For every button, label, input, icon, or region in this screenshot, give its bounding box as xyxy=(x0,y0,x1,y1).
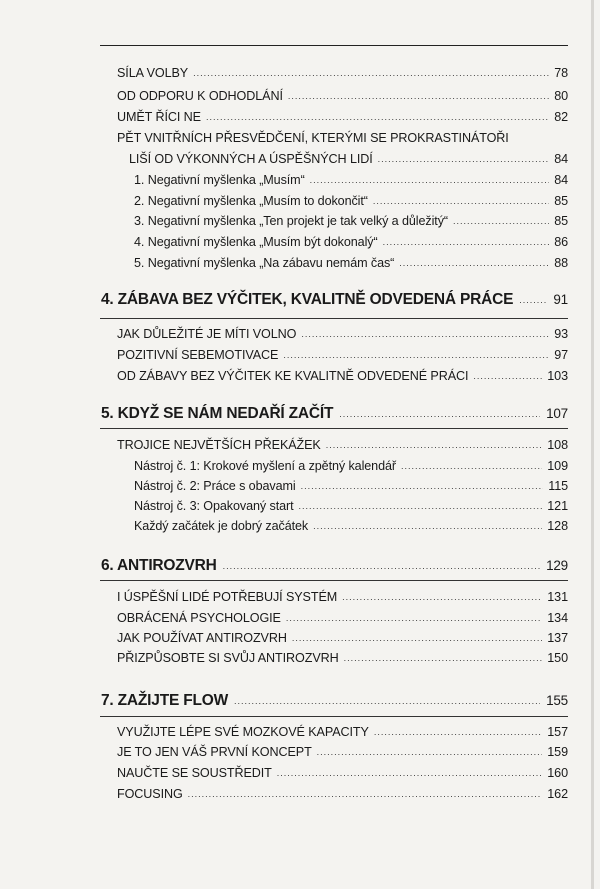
leader-dots xyxy=(453,216,549,226)
toc-entry[interactable] xyxy=(0,766,600,786)
leader-dots xyxy=(283,350,549,360)
toc-subentry[interactable] xyxy=(0,173,600,193)
toc-entry-title: I ÚSPĚŠNÍ LIDÉ POTŘEBUJÍ SYSTÉM xyxy=(117,590,338,604)
toc-entry-page: 82 xyxy=(554,110,568,124)
toc-entry-page: 162 xyxy=(547,787,568,801)
leader-dots xyxy=(344,653,543,663)
toc-entry-page: 88 xyxy=(554,256,568,270)
toc-subentry[interactable] xyxy=(0,459,600,479)
toc-entry-page: 86 xyxy=(554,235,568,249)
toc-subentry[interactable] xyxy=(0,499,600,519)
toc-entry[interactable] xyxy=(0,89,600,109)
toc-entry-heading[interactable] xyxy=(0,131,600,151)
chapter-heading[interactable] xyxy=(0,405,600,429)
chapter-title: 4. ZÁBAVA BEZ VÝČITEK, KVALITNĚ ODVEDENÁ PRÁCE xyxy=(101,291,514,308)
toc-entry-title: Nástroj č. 1: Krokové myšlení a zpětný kalendář xyxy=(134,459,396,473)
leader-dots xyxy=(473,371,542,381)
toc-entry-page: 137 xyxy=(547,631,568,645)
toc-entry-page: 84 xyxy=(554,173,568,187)
leader-dots xyxy=(299,501,543,511)
toc-entry-page: 109 xyxy=(547,459,568,473)
toc-entry-title: OD ODPORU K ODHODLÁNÍ xyxy=(117,89,283,103)
toc-entry-page: 157 xyxy=(547,725,568,739)
toc-entry[interactable] xyxy=(0,611,600,631)
toc-subentry[interactable] xyxy=(0,256,600,276)
leader-dots xyxy=(374,727,542,737)
toc-entry-title: Každý začátek je dobrý začátek xyxy=(134,519,309,533)
toc-entry-title: VYUŽIJTE LÉPE SVÉ MOZKOVÉ KAPACITY xyxy=(117,725,369,739)
chapter-rule xyxy=(100,428,568,429)
toc-entry-title: 1. Negativní myšlenka „Musím“ xyxy=(134,173,305,187)
toc-entry[interactable] xyxy=(0,369,600,389)
toc-entry-title: 5. Negativní myšlenka „Na zábavu nemám čas“ xyxy=(134,256,395,270)
toc-subentry[interactable] xyxy=(0,235,600,255)
toc-entry[interactable] xyxy=(0,152,600,172)
leader-dots xyxy=(193,68,549,78)
chapter-heading[interactable] xyxy=(0,557,600,581)
toc-entry[interactable] xyxy=(0,725,600,745)
toc-entry-page: 85 xyxy=(554,194,568,208)
toc-entry[interactable] xyxy=(0,110,600,130)
toc-entry-title: JAK DŮLEŽITÉ JE MÍTI VOLNO xyxy=(117,327,297,341)
leader-dots xyxy=(313,521,542,531)
chapter-page: 107 xyxy=(546,406,568,421)
leader-dots xyxy=(383,237,550,247)
leader-dots xyxy=(399,258,549,268)
chapter-page: 155 xyxy=(546,693,568,708)
leader-dots xyxy=(310,175,550,185)
toc-entry-page: 115 xyxy=(548,479,568,493)
chapter-page: 91 xyxy=(553,292,568,307)
leader-dots xyxy=(223,561,540,571)
leader-dots xyxy=(277,768,543,778)
toc-entry-title: 3. Negativní myšlenka „Ten projekt je tak velký a důležitý“ xyxy=(134,214,448,228)
toc-entry-page: 103 xyxy=(547,369,568,383)
chapter-heading[interactable] xyxy=(0,692,600,716)
top-rule xyxy=(100,45,568,46)
toc-entry-title: Nástroj č. 3: Opakovaný start xyxy=(134,499,294,513)
toc-entry-page: 121 xyxy=(547,499,568,513)
toc-subentry[interactable] xyxy=(0,519,600,539)
toc-entry-title: OD ZÁBAVY BEZ VÝČITEK KE KVALITNĚ ODVEDENÉ PRÁCI xyxy=(117,369,469,383)
toc-entry[interactable] xyxy=(0,66,600,86)
chapter-title: 5. KDYŽ SE NÁM NEDAŘÍ ZAČÍT xyxy=(101,405,334,422)
toc-entry[interactable] xyxy=(0,438,600,458)
toc-entry-title: 4. Negativní myšlenka „Musím být dokonalý“ xyxy=(134,235,378,249)
leader-dots xyxy=(234,696,540,706)
chapter-rule xyxy=(100,580,568,581)
chapter-heading[interactable] xyxy=(0,291,600,315)
leader-dots xyxy=(206,112,549,122)
leader-dots xyxy=(373,196,549,206)
toc-entry-page: 131 xyxy=(547,590,568,604)
leader-dots xyxy=(519,295,547,305)
leader-dots xyxy=(378,154,550,164)
chapter-page: 129 xyxy=(546,558,568,573)
toc-entry[interactable] xyxy=(0,327,600,347)
toc-entry-title: 2. Negativní myšlenka „Musím to dokončit“ xyxy=(134,194,368,208)
toc-entry-title: SÍLA VOLBY xyxy=(117,66,189,80)
toc-entry-title: UMĚT ŘÍCI NE xyxy=(117,110,201,124)
toc-entry-page: 85 xyxy=(554,214,568,228)
toc-subentry[interactable] xyxy=(0,479,600,499)
leader-dots xyxy=(317,747,543,757)
toc-entry-title: Nástroj č. 2: Práce s obavami xyxy=(134,479,296,493)
toc-entry-title: PŘIZPŮSOBTE SI SVŮJ ANTIROZVRH xyxy=(117,651,339,665)
leader-dots xyxy=(292,633,542,643)
leader-dots xyxy=(188,789,543,799)
toc-entry[interactable] xyxy=(0,651,600,671)
leader-dots xyxy=(401,461,542,471)
toc-entry-title: JAK POUŽÍVAT ANTIROZVRH xyxy=(117,631,287,645)
leader-dots xyxy=(301,329,549,339)
chapter-title: 6. ANTIROZVRH xyxy=(101,557,217,574)
chapter-rule xyxy=(100,716,568,717)
toc-entry-title: LIŠÍ OD VÝKONNÝCH A ÚSPĚŠNÝCH LIDÍ xyxy=(129,152,373,166)
toc-entry-title: FOCUSING xyxy=(117,787,183,801)
leader-dots xyxy=(288,91,549,101)
toc-entry-page: 150 xyxy=(547,651,568,665)
toc-entry[interactable] xyxy=(0,348,600,368)
toc-entry[interactable] xyxy=(0,787,600,807)
chapter-rule xyxy=(100,318,568,319)
toc-entry-page: 97 xyxy=(554,348,568,362)
toc-entry-title: TROJICE NEJVĚTŠÍCH PŘEKÁŽEK xyxy=(117,438,321,452)
toc-entry-page: 134 xyxy=(547,611,568,625)
leader-dots xyxy=(286,613,542,623)
chapter-title: 7. ZAŽIJTE FLOW xyxy=(101,692,229,709)
leader-dots xyxy=(326,440,543,450)
leader-dots xyxy=(301,481,544,491)
toc-entry-title: NAUČTE SE SOUSTŘEDIT xyxy=(117,766,272,780)
toc-entry[interactable] xyxy=(0,745,600,765)
leader-dots xyxy=(342,592,542,602)
toc-entry-title: OBRÁCENÁ PSYCHOLOGIE xyxy=(117,611,281,625)
toc-entry-page: 108 xyxy=(547,438,568,452)
toc-entry-page: 93 xyxy=(554,327,568,341)
toc-entry-page: 78 xyxy=(554,66,568,80)
toc-entry-page: 128 xyxy=(547,519,568,533)
toc-entry[interactable] xyxy=(0,631,600,651)
leader-dots xyxy=(339,409,540,419)
toc-entry-page: 160 xyxy=(547,766,568,780)
toc-entry[interactable] xyxy=(0,590,600,610)
toc-entry-page: 159 xyxy=(547,745,568,759)
toc-entry-page: 84 xyxy=(554,152,568,166)
toc-entry-title: JE TO JEN VÁŠ PRVNÍ KONCEPT xyxy=(117,745,312,759)
toc-entry-page: 80 xyxy=(554,89,568,103)
toc-entry-title: POZITIVNÍ SEBEMOTIVACE xyxy=(117,348,279,362)
toc-subentry[interactable] xyxy=(0,194,600,214)
toc-entry-title: PĚT VNITŘNÍCH PŘESVĚDČENÍ, KTERÝMI SE PROKRASTINÁTOŘI xyxy=(117,131,509,145)
toc-subentry[interactable] xyxy=(0,214,600,234)
